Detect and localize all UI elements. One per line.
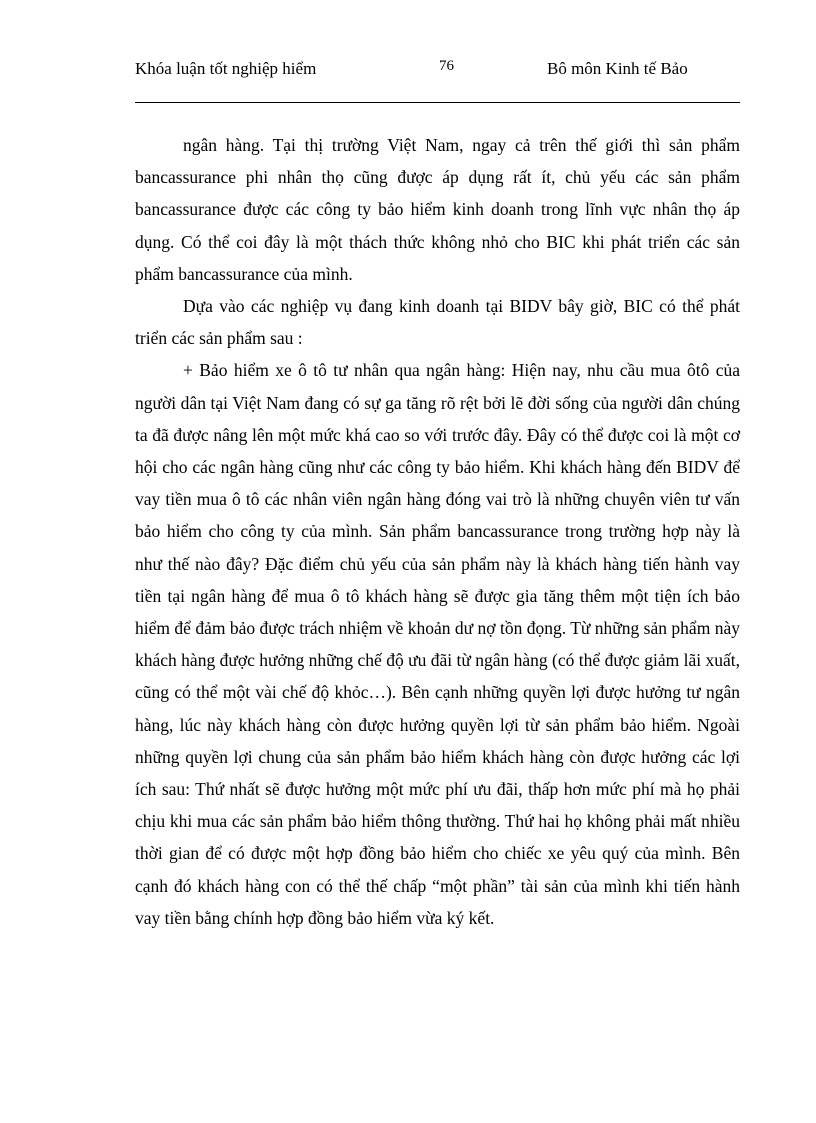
page-number: 76 xyxy=(439,58,454,74)
header-right-title: Bô môn Kinh tế Bảo xyxy=(547,59,688,78)
paragraph-1: ngân hàng. Tại thị trường Việt Nam, ngay cả trên thế giới thì sản phẩm bancassurance phi nhân thọ cũng được áp dụng rất ít, chủ yếu các sản phẩm bancassurance được các công ty bảo hiểm kinh doanh trong lĩnh vực nhân thọ áp dụng. Có thể coi đây là một thách thức không nhỏ cho BIC khi phát triển các sản phẩm bancassurance của mình. xyxy=(135,135,740,284)
document-body xyxy=(135,129,740,934)
paragraph-3: + Bảo hiểm xe ô tô tư nhân qua ngân hàng: Hiện nay, nhu cầu mua ôtô của người dân tại Việt Nam đang có sự ga tăng rõ rệt bởi lẽ đời sống của người dân chúng ta đã được nâng lên một mức khá cao so với trước đây. Đây có thể được coi là một cơ hội cho các ngân hàng cũng như các công ty bảo hiểm. Khi khách hàng đến BIDV để vay tiền mua ô tô các nhân viên ngân hàng đóng vai trò là những chuyên viên tư vấn bảo hiểm cho công ty của mình. Sản phẩm bancassurance trong trường hợp này là như thế nào đây? Đặc điểm chủ yếu của sản phẩm này là khách hàng tiến hành vay tiền tại ngân hàng để mua ô tô khách hàng sẽ được gia tăng thêm một tiện ích bảo hiểm để đảm bảo được trách nhiệm về khoản dư nợ tồn đọng. Từ những sản phẩm này khách hàng được hưởng những chế độ ưu đãi từ ngân hàng (có thể được giảm lãi xuất, cũng có thể một vài chế độ khỏc…). Bên cạnh những quyền lợi được hưởng tư ngân hàng, lúc này khách hàng còn được hưởng quyền lợi từ sản phẩm bảo hiểm. Ngoài những quyền lợi chung của sản phẩm bảo hiểm khách hàng còn được hưởng các lợi ích sau: Thứ nhất sẽ được hưởng một mức phí ưu đãi, thấp hơn mức phí mà họ phải chịu khi mua các sản phẩm bảo hiểm thông thường. Thứ hai họ không phải mất nhiều thời gian để có được một hợp đồng bảo hiểm cho chiếc xe yêu quý của mình. Bên cạnh đó khách hàng con có thể thế chấp “một phần” tài sản của mình khi tiến hành vay tiền bằng chính hợp đồng bảo hiểm vừa ký kết. xyxy=(135,360,740,928)
header-left-title: Khóa luận tốt nghiệp hiểm xyxy=(135,59,317,78)
page-header xyxy=(135,58,740,103)
paragraph-2: Dựa vào các nghiệp vụ đang kinh doanh tại BIDV bây giờ, BIC có thể phát triển các sản phẩm sau : xyxy=(135,296,740,349)
